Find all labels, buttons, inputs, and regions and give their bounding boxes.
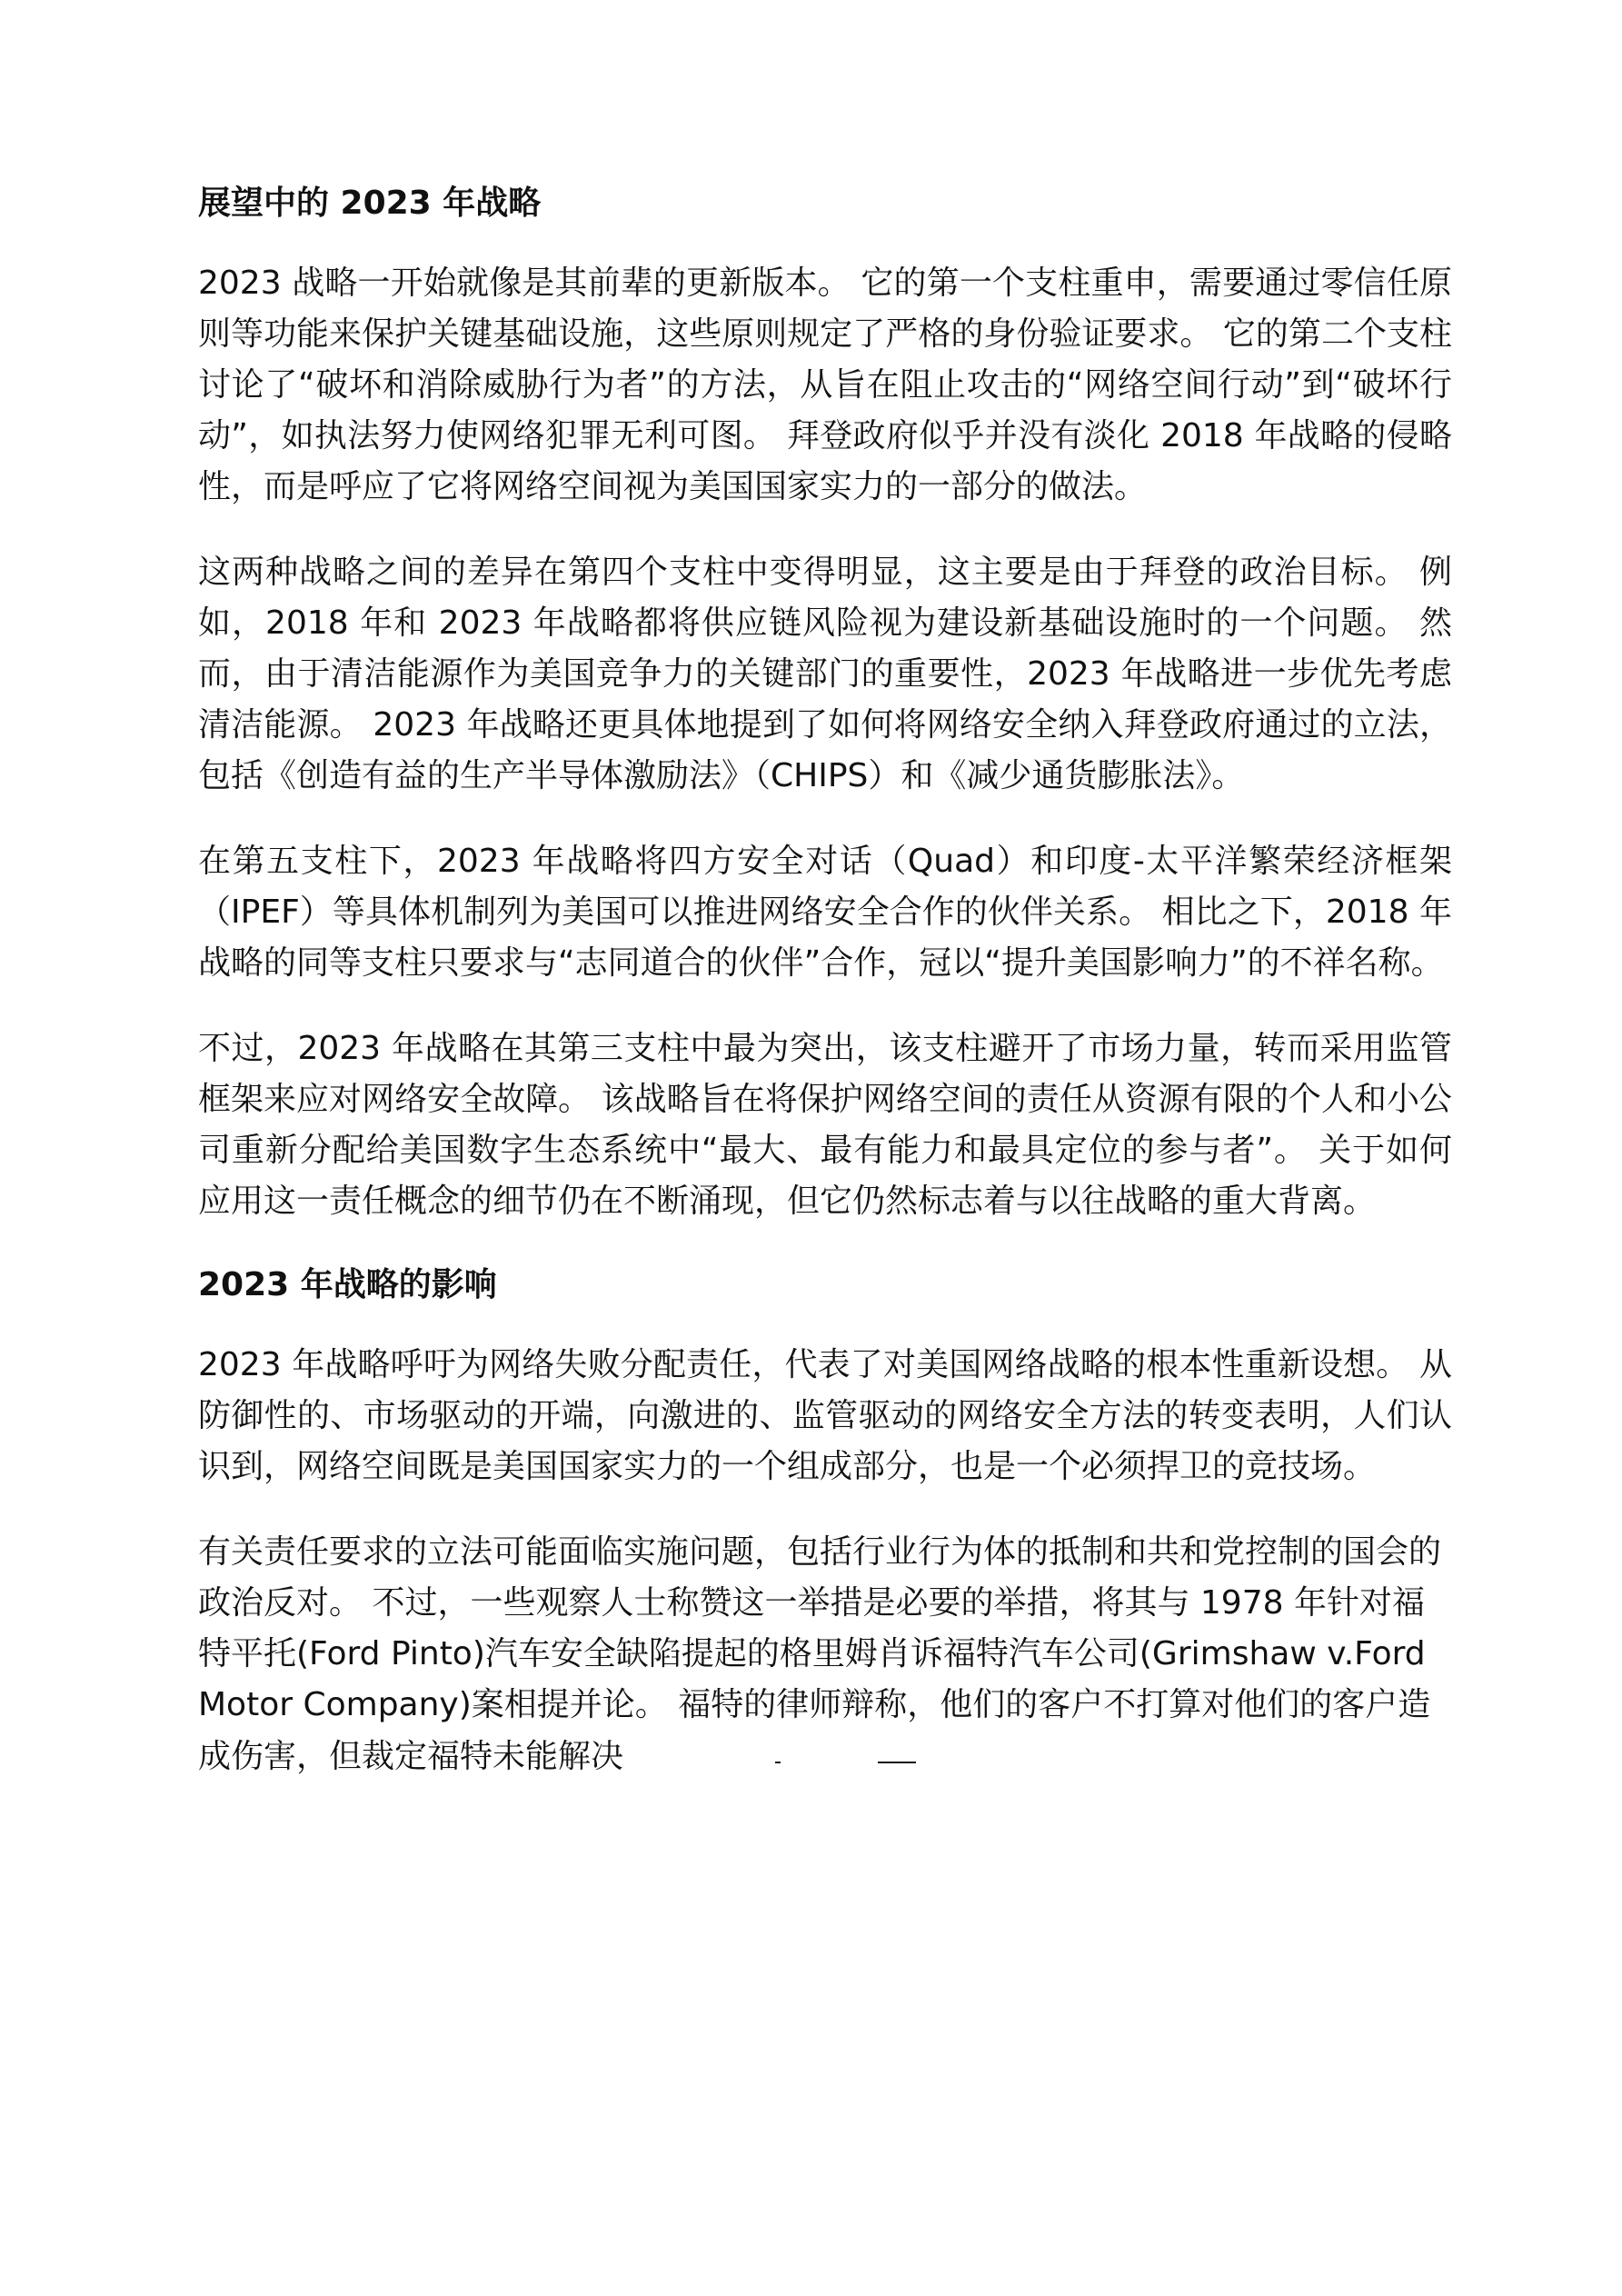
paragraph-6-text: 有关责任要求的立法可能面临实施问题，包括行业行为体的抵制和共和党控制的国会的政治反对。 不过，一些观察人士称赞这一举措是必要的举措，将其与 1978 年针对福特平托(Ford Pinto)汽车安全缺陷提起的格里姆肖诉福特汽车公司(Grimshaw v.Ford Motor Company)案相提并论。 福特的律师辩称，他们的客户不打算对他们的客户造成伤害，但裁定福特未能解决 bbox=[198, 1533, 1442, 1775]
paragraph-3: 在第五支柱下，2023 年战略将四方安全对话（Quad）和印度-太平洋繁荣经济框架（IPEF）等具体机制列为美国可以推进网络安全合作的伙伴关系。 相比之下，2018 年战略的同等支柱只要求与“志同道合的伙伴”合作，冠以“提升美国影响力”的不祥名称。 bbox=[198, 843, 1452, 982]
paragraph-5: 2023 年战略呼吁为网络失败分配责任，代表了对美国网络战略的根本性重新设想。 从防御性的、市场驱动的开端，向激进的、监管驱动的网络安全方法的转变表明，人们认识到，网络空间既是美国国家实力的一个组成部分，也是一个必须捍卫的竞技场。 bbox=[198, 1346, 1452, 1485]
paragraph-2: 这两种战略之间的差异在第四个支柱中变得明显，这主要是由于拜登的政治目标。 例如，2018 年和 2023 年战略都将供应链风险视为建设新基础设施时的一个问题。 然而，由于清洁能源作为美国竞争力的关键部门的重要性，2023 年战略进一步优先考虑清洁能源。 2023 年战略还更具体地提到了如何将网络安全纳入拜登政府通过的立法，包括《创造有益的生产半导体激励法》（CHIPS）和《减少通货膨胀法》。 bbox=[198, 554, 1452, 794]
section-heading-strategy-impact: 2023 年战略的影响 bbox=[198, 1266, 497, 1303]
paragraph-6 bbox=[198, 1527, 1452, 1782]
paragraph-4: 不过，2023 年战略在其第三支柱中最为突出，该支柱避开了市场力量，转而采用监管框架来应对网络安全故障。 该战略旨在将保护网络空间的责任从资源有限的个人和小公司重新分配给美国数字生态系统中“最大、最有能力和最具定位的参与者”。 关于如何应用这一责任概念的细节仍在不断涌现，但它仍然标志着与以往战略的重大背离。 bbox=[198, 1030, 1452, 1220]
paragraph-1: 2023 战略一开始就像是其前辈的更新版本。 它的第一个支柱重申，需要通过零信任原则等功能来保护关键基础设施，这些原则规定了严格的身份验证要求。 它的第二个支柱讨论了“破坏和消除威胁行为者”的方法，从旨在阻止攻击的“网络空间行动”到“破坏行动”，如执法努力使网络犯罪无利可图。 拜登政府似乎并没有淡化 2018 年战略的侵略性，而是呼应了它将网络空间视为美国国家实力的一部分的做法。 bbox=[198, 265, 1452, 505]
truncated-line-marks bbox=[623, 1731, 1014, 1767]
underline-mark bbox=[878, 1762, 916, 1763]
document-page bbox=[198, 182, 1452, 1782]
dash-mark bbox=[775, 1762, 781, 1763]
section-heading-strategy-outlook: 展望中的 2023 年战略 bbox=[198, 185, 542, 222]
